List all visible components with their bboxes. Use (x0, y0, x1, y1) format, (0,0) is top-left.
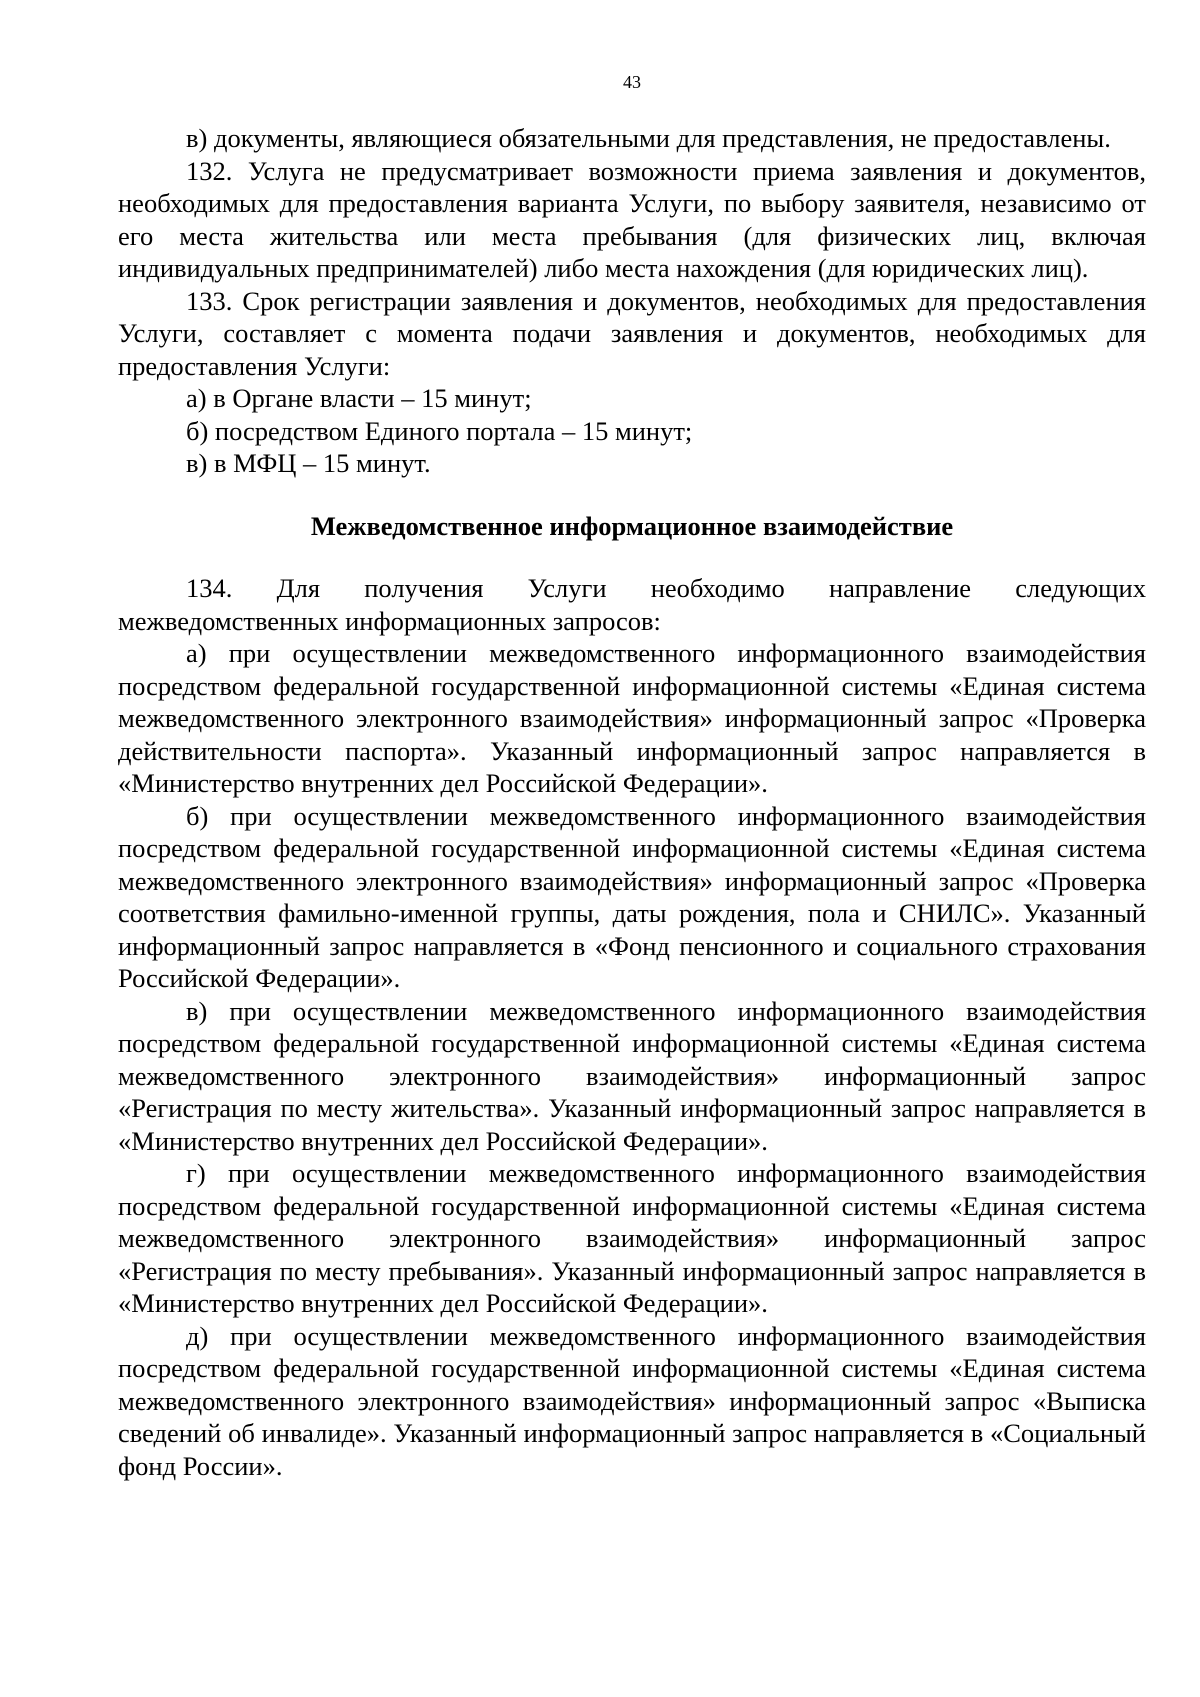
paragraph-item-v-documents: в) документы, являющиеся обязательными для представления, не предоставлены. (186, 123, 1111, 153)
paragraph-134: 134. Для получения Услуги необходимо направление следующих межведомственных информационных запросов: (118, 573, 1146, 636)
paragraph-132: 132. Услуга не предусматривает возможности приема заявления и документов, необходимых для предоставления варианта Услуги, по выбору заявителя, независимо от его места жительства или места пребывания (для физических лиц, включая индивидуальных предпринимателей) либо места нахождения (для юридических лиц). (118, 155, 1146, 283)
paragraph-134-v: в) при осуществлении межведомственного информационного взаимодействия посредством федеральной государственной информационной системы «Единая система межведомственного электронного взаимодействия» информационный запрос «Регистрация по месту жительства». Указанный информационный запрос направляется в «Министерство внутренних дел Российской Федерации». (118, 995, 1146, 1156)
document-body (118, 122, 1146, 1482)
paragraph-133: 133. Срок регистрации заявления и документов, необходимых для предоставления Услуги, составляет с момента подачи заявления и документов, необходимых для предоставления Услуги: (118, 285, 1146, 381)
list-item-edinyi-portal: б) посредством Единого портала – 15 минут; (186, 415, 693, 446)
section-heading: Межведомственное информационное взаимодействие (310, 510, 954, 541)
paragraph-134-g: г) при осуществлении межведомственного информационного взаимодействия посредством федеральной государственной информационной системы «Единая система межведомственного электронного взаимодействия» информационный запрос «Регистрация по месту пребывания». Указанный информационный запрос направляется в «Министерство внутренних дел Российской Федерации». (118, 1158, 1146, 1318)
list-item-organ-vlasti: а) в Органе власти – 15 минут; (186, 383, 532, 413)
paragraph-134-d: д) при осуществлении межведомственного информационного взаимодействия посредством федеральной государственной информационной системы «Единая система межведомственного электронного взаимодействия» информационный запрос «Выписка сведений об инвалиде». Указанный информационный запрос направляется в «Социальный фонд России». (118, 1320, 1146, 1481)
paragraph-134-a: а) при осуществлении межведомственного информационного взаимодействия посредством федеральной государственной информационной системы «Единая система межведомственного электронного взаимодействия» информационный запрос «Проверка действительности паспорта». Указанный информационный запрос направляется в «Министерство внутренних дел Российской Федерации». (118, 638, 1146, 798)
paragraph-134-b: б) при осуществлении межведомственного информационного взаимодействия посредством федеральной государственной информационной системы «Единая система межведомственного электронного взаимодействия» информационный запрос «Проверка соответствия фамильно-именной группы, даты рождения, пола и СНИЛС». Указанный информационный запрос направляется в «Фонд пенсионного и социального страхования Российской Федерации». (118, 800, 1146, 993)
page-number: 43 (623, 72, 641, 92)
list-item-mfc: в) в МФЦ – 15 минут. (186, 448, 431, 478)
